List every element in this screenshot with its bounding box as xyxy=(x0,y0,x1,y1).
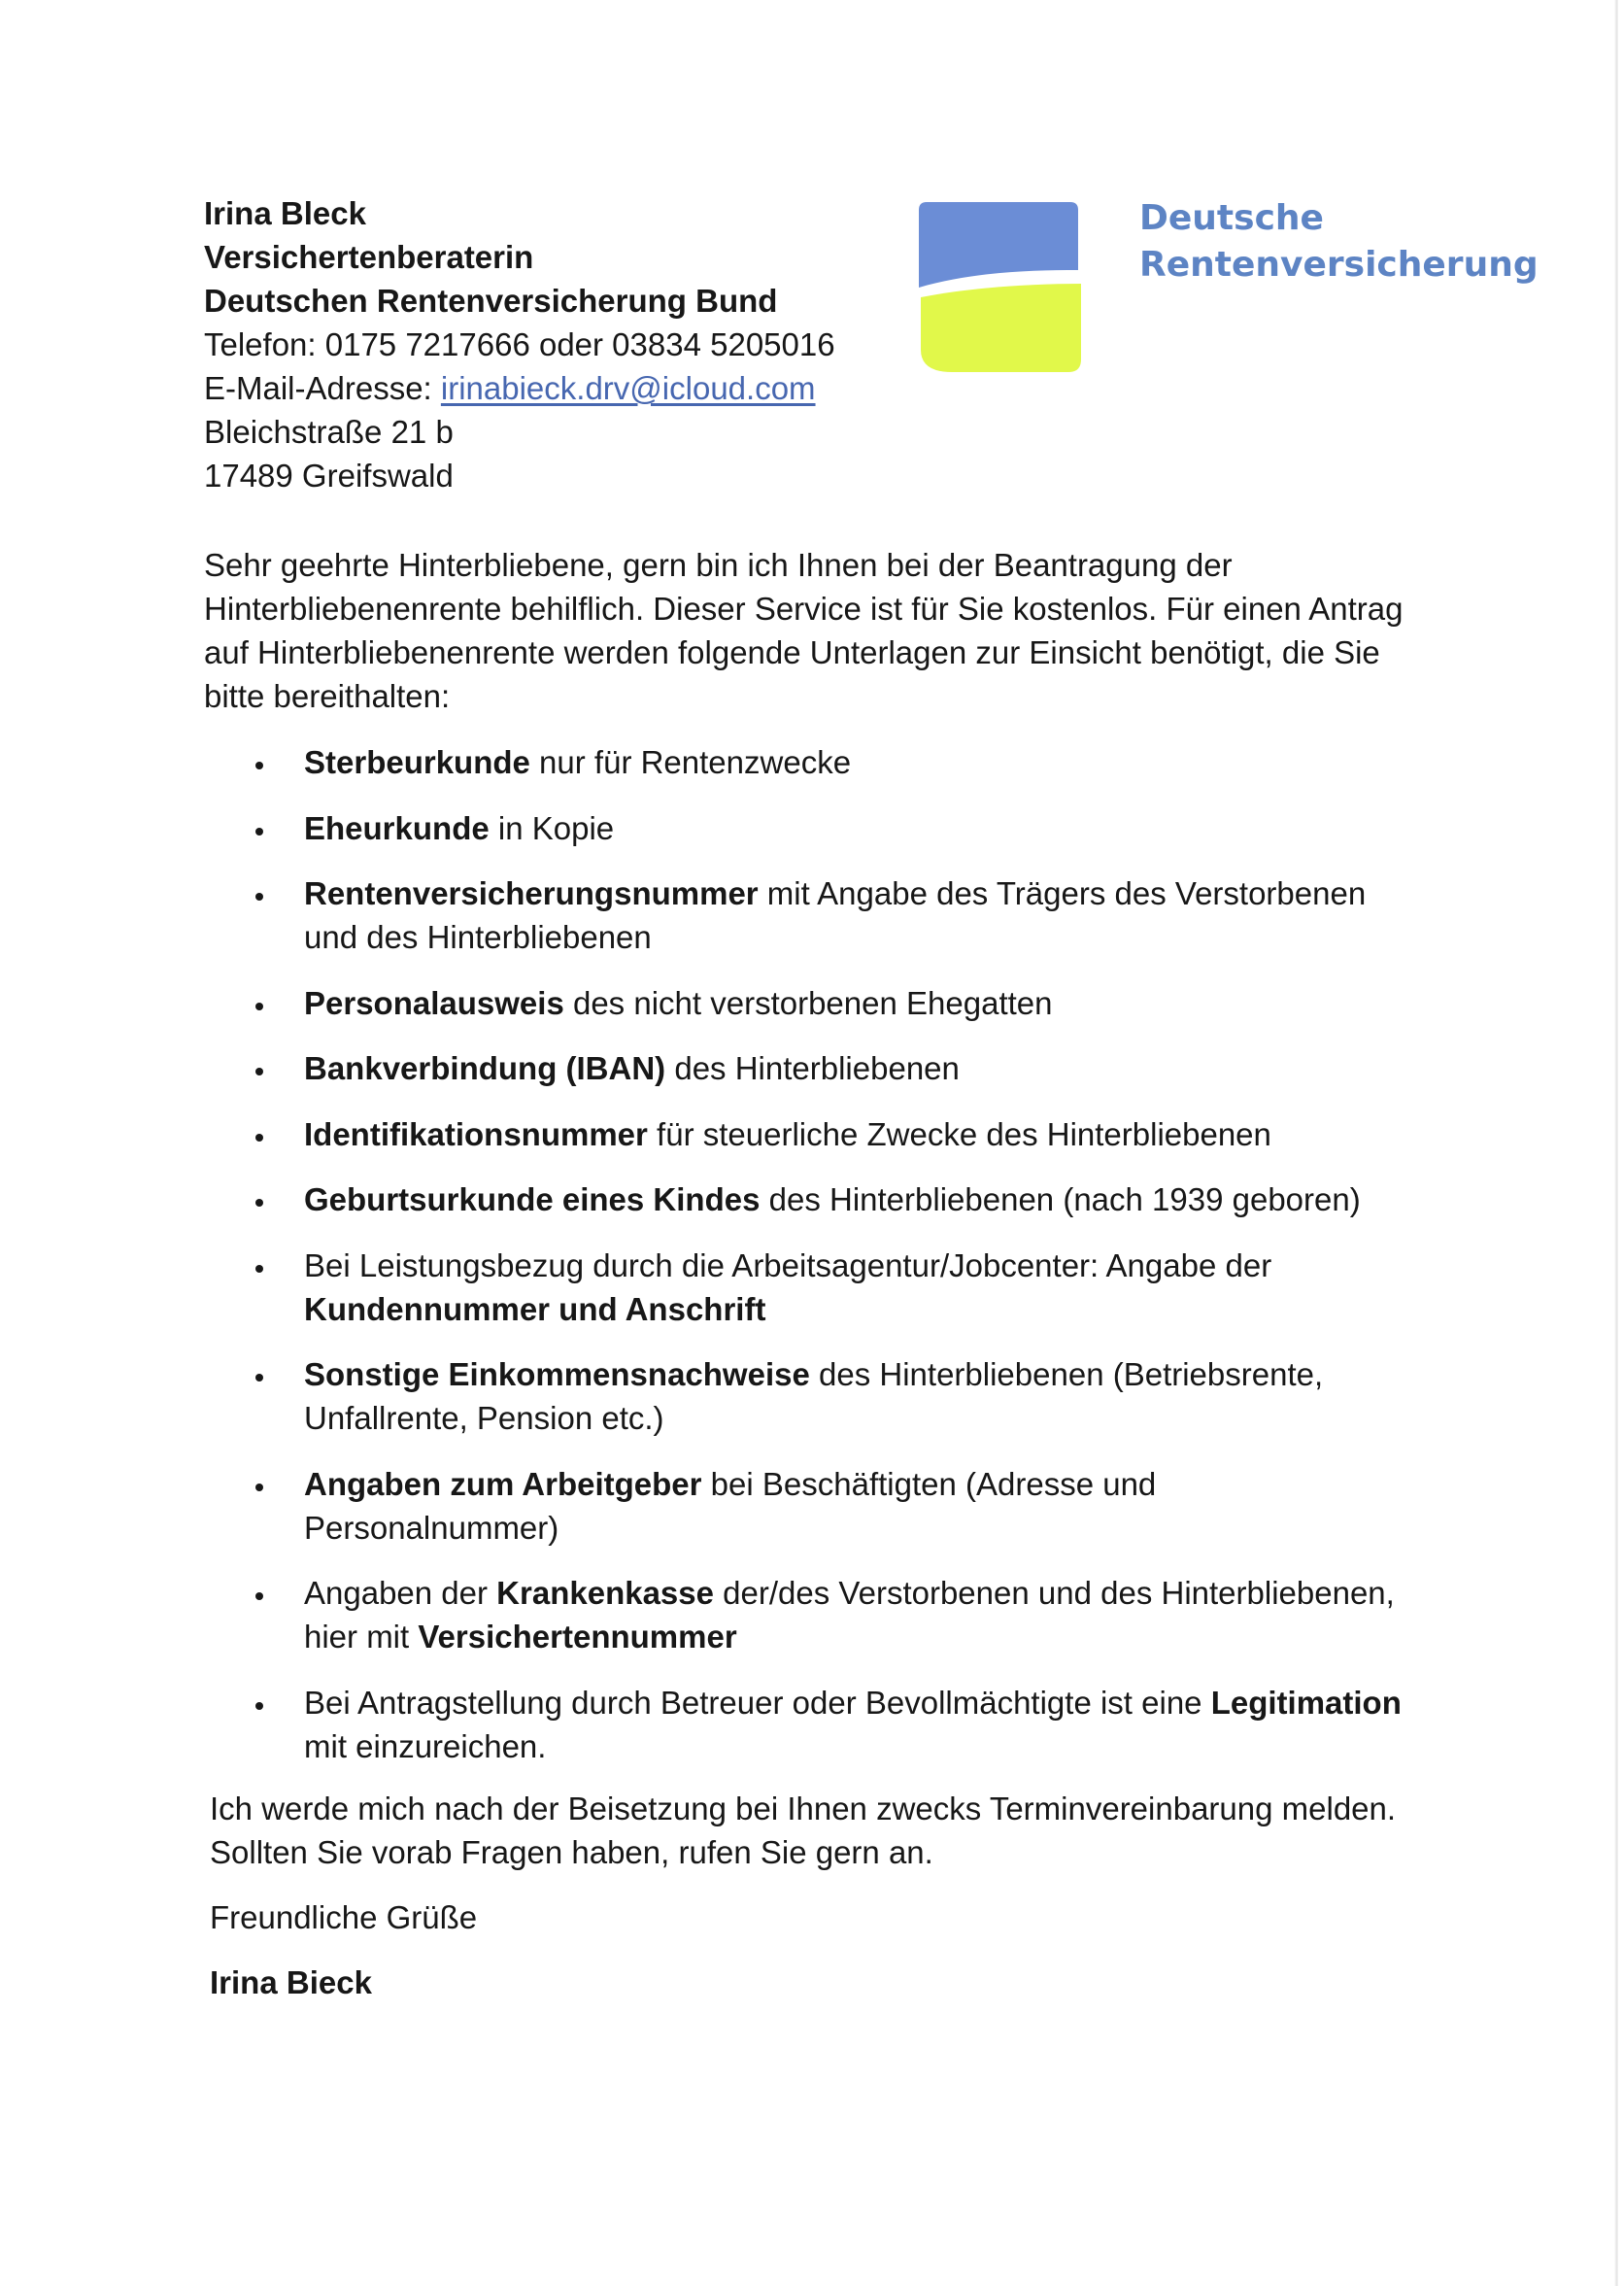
item-text: nur für Rentenzwecke xyxy=(529,744,852,780)
item-line xyxy=(304,915,1402,959)
item-text: des nicht verstorbenen Ehegatten xyxy=(563,984,1053,1021)
drv-logo-wordmark xyxy=(1139,195,1539,289)
item-line xyxy=(304,1681,1402,1724)
item-text: bei Beschäftigten (Adresse und xyxy=(701,1465,1157,1502)
signature: Irina Bieck xyxy=(210,1964,372,2000)
item-keyword: Geburtsurkunde eines Kindes xyxy=(304,1181,761,1217)
bullet-icon xyxy=(255,1265,263,1273)
required-documents-list xyxy=(304,740,1402,1790)
item-keyword: Versichertennummer xyxy=(418,1619,737,1655)
logo-yellow-shape xyxy=(921,284,1081,372)
list-item xyxy=(304,1177,1402,1221)
bullet-icon xyxy=(255,1702,263,1710)
item-text: hier mit xyxy=(304,1619,419,1655)
list-item xyxy=(304,1046,1402,1090)
list-item xyxy=(304,871,1402,959)
list-item xyxy=(304,1352,1402,1440)
sender-title: Versichertenberaterin xyxy=(204,239,534,275)
item-keyword: Kundennummer und Anschrift xyxy=(304,1290,766,1327)
item-text: des Hinterbliebenen xyxy=(665,1050,960,1086)
item-text: Unfallrente, Pension etc.) xyxy=(304,1400,664,1436)
sender-city: 17489 Greifswald xyxy=(204,458,454,494)
bullet-icon xyxy=(255,1068,263,1075)
bullet-icon xyxy=(255,828,263,836)
list-item xyxy=(304,1462,1402,1550)
item-keyword: Sterbeurkunde xyxy=(304,744,530,780)
item-text: der/des Verstorbenen und des Hinterbliebenen, xyxy=(714,1575,1395,1611)
list-item xyxy=(304,1112,1402,1156)
item-keyword: Angaben zum Arbeitgeber xyxy=(304,1465,702,1502)
item-text: in Kopie xyxy=(489,809,615,846)
item-line xyxy=(304,1462,1402,1506)
email-label: E-Mail-Adresse: xyxy=(204,370,441,406)
item-line xyxy=(304,1177,1402,1221)
intro-line: auf Hinterbliebenenrente werden folgende Unterlagen zur Einsicht benötigt, die Sie xyxy=(204,634,1380,670)
sender-email-line xyxy=(204,366,835,410)
item-text: für steuerliche Zwecke des Hinterbliebenen xyxy=(647,1115,1271,1152)
intro-line: Hinterbliebenenrente behilflich. Dieser Service ist für Sie kostenlos. Für einen Antrag xyxy=(204,591,1404,627)
item-text: Bei Antragstellung durch Betreuer oder Bevollmächtigte ist eine xyxy=(304,1684,1211,1721)
bullet-icon xyxy=(255,762,263,769)
logo-line-1: Deutsche xyxy=(1139,198,1324,238)
item-text: des Hinterbliebenen (nach 1939 geboren) xyxy=(760,1181,1361,1217)
logo-blue-shape xyxy=(919,202,1078,288)
item-text: Angaben der xyxy=(304,1575,497,1611)
intro-line: Sehr geehrte Hinterbliebene, gern bin ich Ihnen bei der Beantragung der xyxy=(204,547,1233,583)
sender-name: Irina Bleck xyxy=(204,195,366,231)
item-keyword: Eheurkunde xyxy=(304,809,490,846)
closing-line: Sollten Sie vorab Fragen haben, rufen Sie gern an. xyxy=(210,1834,933,1870)
sender-organization: Deutschen Rentenversicherung Bund xyxy=(204,283,778,319)
item-line xyxy=(304,1112,1402,1156)
list-item xyxy=(304,1681,1402,1768)
item-keyword: Krankenkasse xyxy=(496,1575,714,1611)
item-line xyxy=(304,1046,1402,1090)
item-keyword: Identifikationsnummer xyxy=(304,1115,648,1152)
item-line xyxy=(304,1244,1402,1287)
closing-block xyxy=(210,1787,1396,2004)
item-line xyxy=(304,806,1402,850)
item-line xyxy=(304,1352,1402,1396)
scan-edge xyxy=(1614,0,1618,2286)
intro-line: bitte bereithalten: xyxy=(204,678,451,714)
sender-street: Bleichstraße 21 b xyxy=(204,414,454,450)
list-item xyxy=(304,1244,1402,1331)
item-line xyxy=(304,871,1402,915)
bullet-icon xyxy=(255,893,263,901)
bullet-icon xyxy=(255,1374,263,1382)
bullet-icon xyxy=(255,1199,263,1207)
bullet-icon xyxy=(255,1592,263,1600)
sender-block xyxy=(204,191,835,497)
item-line xyxy=(304,1724,1402,1768)
item-line xyxy=(304,1506,1402,1550)
item-keyword: Sonstige Einkommensnachweise xyxy=(304,1356,810,1392)
item-text: des Hinterbliebenen (Betriebsrente, xyxy=(809,1356,1324,1392)
item-keyword: Bankverbindung (IBAN) xyxy=(304,1050,666,1086)
bullet-icon xyxy=(255,1134,263,1142)
sender-phone: Telefon: 0175 7217666 oder 03834 5205016 xyxy=(204,326,835,362)
item-text: mit Angabe des Trägers des Verstorbenen xyxy=(758,875,1367,911)
item-keyword: Rentenversicherungsnummer xyxy=(304,875,759,911)
bullet-icon xyxy=(255,1484,263,1491)
closing-line: Ich werde mich nach der Beisetzung bei Ihnen zwecks Terminvereinbarung melden. xyxy=(210,1791,1397,1826)
item-text: Bei Leistungsbezug durch die Arbeitsagentur/Jobcenter: Angabe der xyxy=(304,1246,1272,1283)
logo-line-2: Rentenversicherung xyxy=(1139,245,1539,285)
item-text: mit einzureichen. xyxy=(304,1727,547,1764)
drv-logo-icon xyxy=(913,194,1088,379)
list-item xyxy=(304,806,1402,850)
list-item xyxy=(304,1571,1402,1658)
item-line xyxy=(304,981,1402,1025)
item-keyword: Personalausweis xyxy=(304,984,564,1021)
bullet-icon xyxy=(255,1003,263,1010)
item-line xyxy=(304,1287,1402,1331)
item-line xyxy=(304,740,1402,784)
item-text: und des Hinterbliebenen xyxy=(304,919,652,955)
item-line xyxy=(304,1615,1402,1658)
item-keyword: Legitimation xyxy=(1210,1684,1402,1721)
greeting: Freundliche Grüße xyxy=(210,1899,478,1935)
list-item xyxy=(304,740,1402,784)
item-text: Personalnummer) xyxy=(304,1509,559,1546)
item-line xyxy=(304,1571,1402,1615)
intro-paragraph xyxy=(204,543,1403,718)
item-line xyxy=(304,1396,1402,1440)
list-item xyxy=(304,981,1402,1025)
email-link[interactable]: irinabieck.drv@icloud.com xyxy=(440,370,816,406)
